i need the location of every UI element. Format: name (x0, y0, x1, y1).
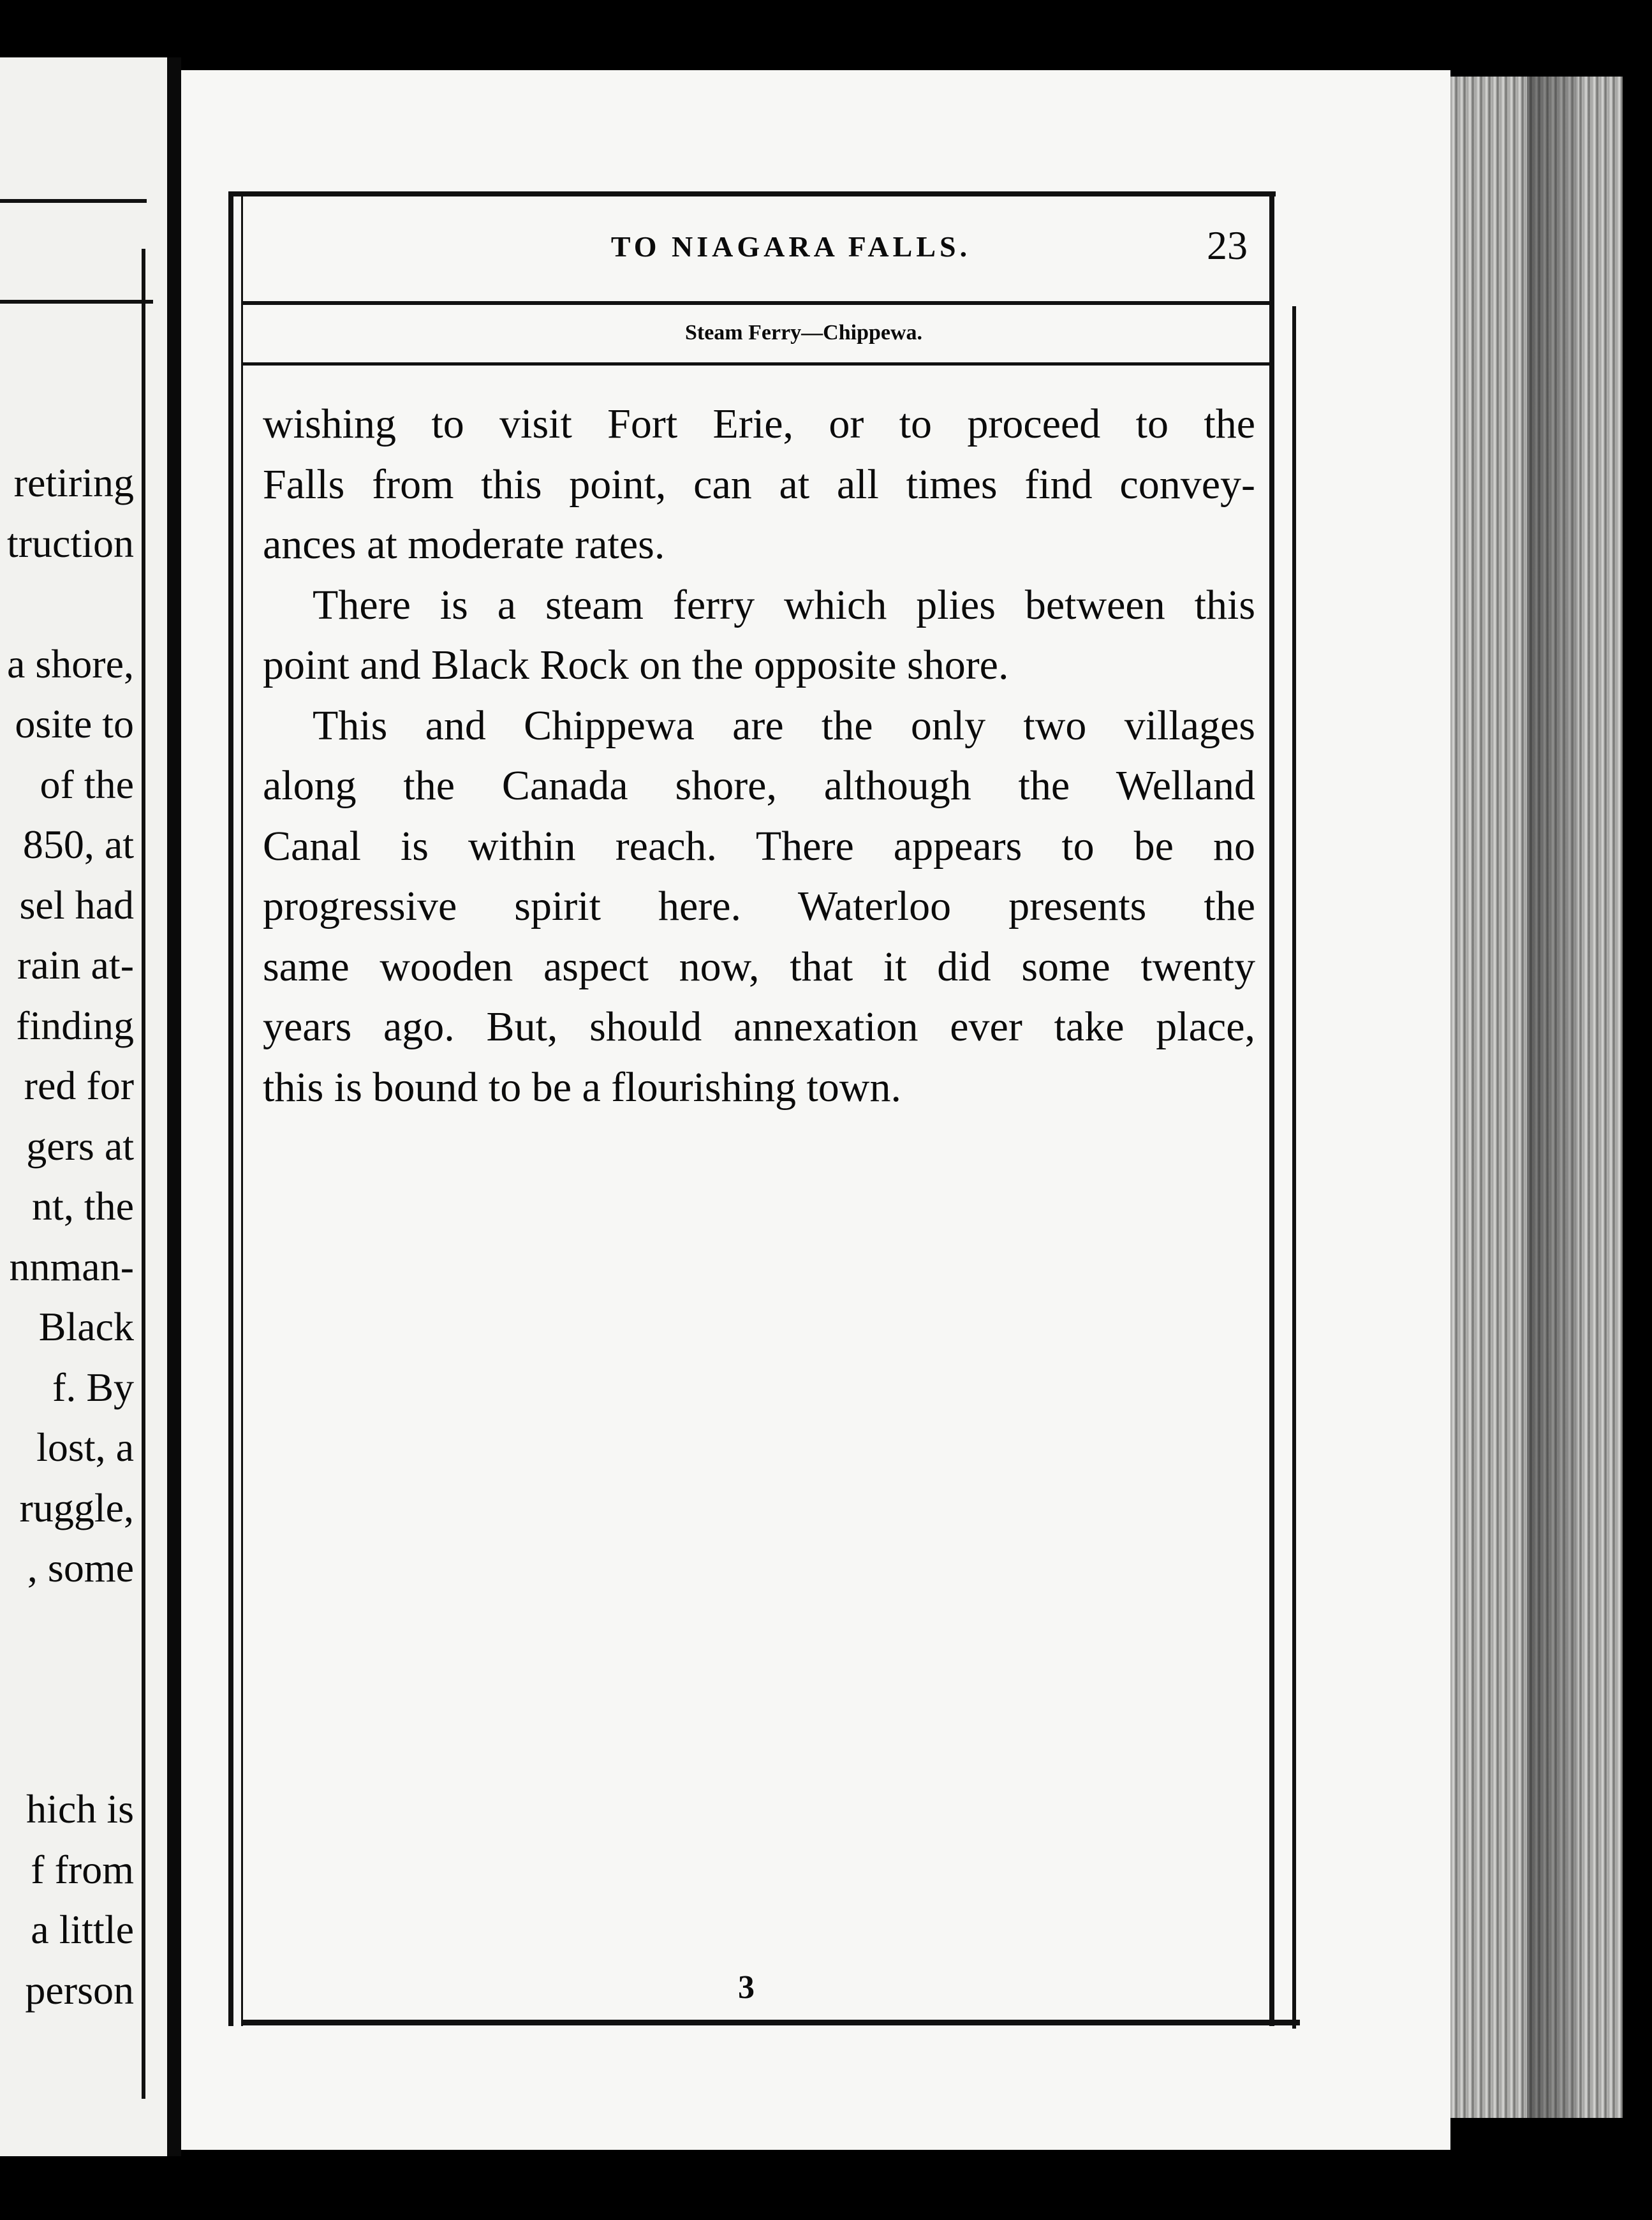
left-page-line: sel had (19, 882, 134, 928)
body-line: Canal is within reach. There appears to be no (263, 822, 1255, 870)
left-page-line: retiring (13, 460, 134, 505)
body-line: This and Chippewa are the only two villages (313, 702, 1255, 749)
book-gutter (167, 57, 181, 2156)
left-page-blank (0, 574, 134, 634)
body-line: point and Black Rock on the opposite shore. (263, 642, 1009, 688)
section-title: Steam Ferry—Chippewa. (684, 321, 923, 344)
left-page-line: f from (31, 1846, 134, 1892)
running-head: TO NIAGARA FALLS. (610, 230, 971, 263)
body-line: years ago. But, should annexation ever take place, (263, 1003, 1255, 1050)
body-line: wishing to visit Fort Erie, or to proceed to the (263, 401, 1255, 447)
body-line: Falls from this point, can at all times find convey- (263, 461, 1255, 508)
body-line: There is a steam ferry which plies between this (313, 581, 1255, 628)
left-page-line: of the (40, 761, 134, 807)
left-page-line: a little (31, 1907, 134, 1952)
frame-left-inner (241, 191, 243, 2026)
body-line: this is bound to be a flourishing town. (263, 1063, 901, 1111)
left-page-line: osite to (15, 701, 134, 746)
frame-top (228, 191, 1276, 196)
left-page-line: nnman- (9, 1243, 134, 1289)
frame-right-outer (1269, 191, 1274, 2026)
left-page-line: Black (38, 1304, 134, 1349)
body-line: same wooden aspect now, that it did some twenty (263, 943, 1255, 990)
left-page-line: ruggle, (19, 1484, 134, 1530)
body-line: ances at moderate rates. (263, 521, 665, 568)
facing-page-left (0, 57, 167, 2156)
frame-bottom (241, 2020, 1300, 2025)
left-page-line: lost, a (36, 1425, 134, 1470)
left-page-line: rain at- (17, 942, 134, 988)
left-page-rule-top (0, 199, 147, 203)
page-number: 23 (1207, 223, 1248, 268)
header-rule (241, 301, 1269, 305)
frame-left-outer (228, 191, 233, 2026)
section-rule (241, 362, 1269, 366)
left-page-line: finding (16, 1002, 134, 1048)
left-page-line: gers at (26, 1123, 134, 1169)
left-page-rule-mid (0, 300, 153, 304)
signature-mark: 3 (738, 1969, 755, 2006)
left-page-line: a shore, (6, 640, 134, 686)
left-page-blank (0, 1719, 134, 1780)
left-page-line: , some (27, 1545, 134, 1590)
left-page-frame (142, 249, 145, 2099)
body-line: progressive spirit here. Waterloo presents the (263, 883, 1255, 929)
page-edges (1450, 77, 1623, 2118)
left-page-line: nt, the (32, 1183, 134, 1229)
left-page-line: person (25, 1967, 134, 2013)
frame-right-inner (1292, 306, 1296, 2029)
left-page-line: truction (6, 520, 134, 566)
body-text (263, 394, 1255, 1118)
left-page-line: 850, at (22, 822, 134, 867)
left-page-text (0, 453, 134, 2020)
body-line: along the Canada shore, although the Welland (263, 762, 1255, 809)
left-page-line: red for (24, 1063, 134, 1108)
left-page-line: hich is (26, 1786, 134, 1832)
left-page-blank (0, 1659, 134, 1719)
left-page-line: f. By (52, 1364, 134, 1410)
left-page-blank (0, 1599, 134, 1659)
